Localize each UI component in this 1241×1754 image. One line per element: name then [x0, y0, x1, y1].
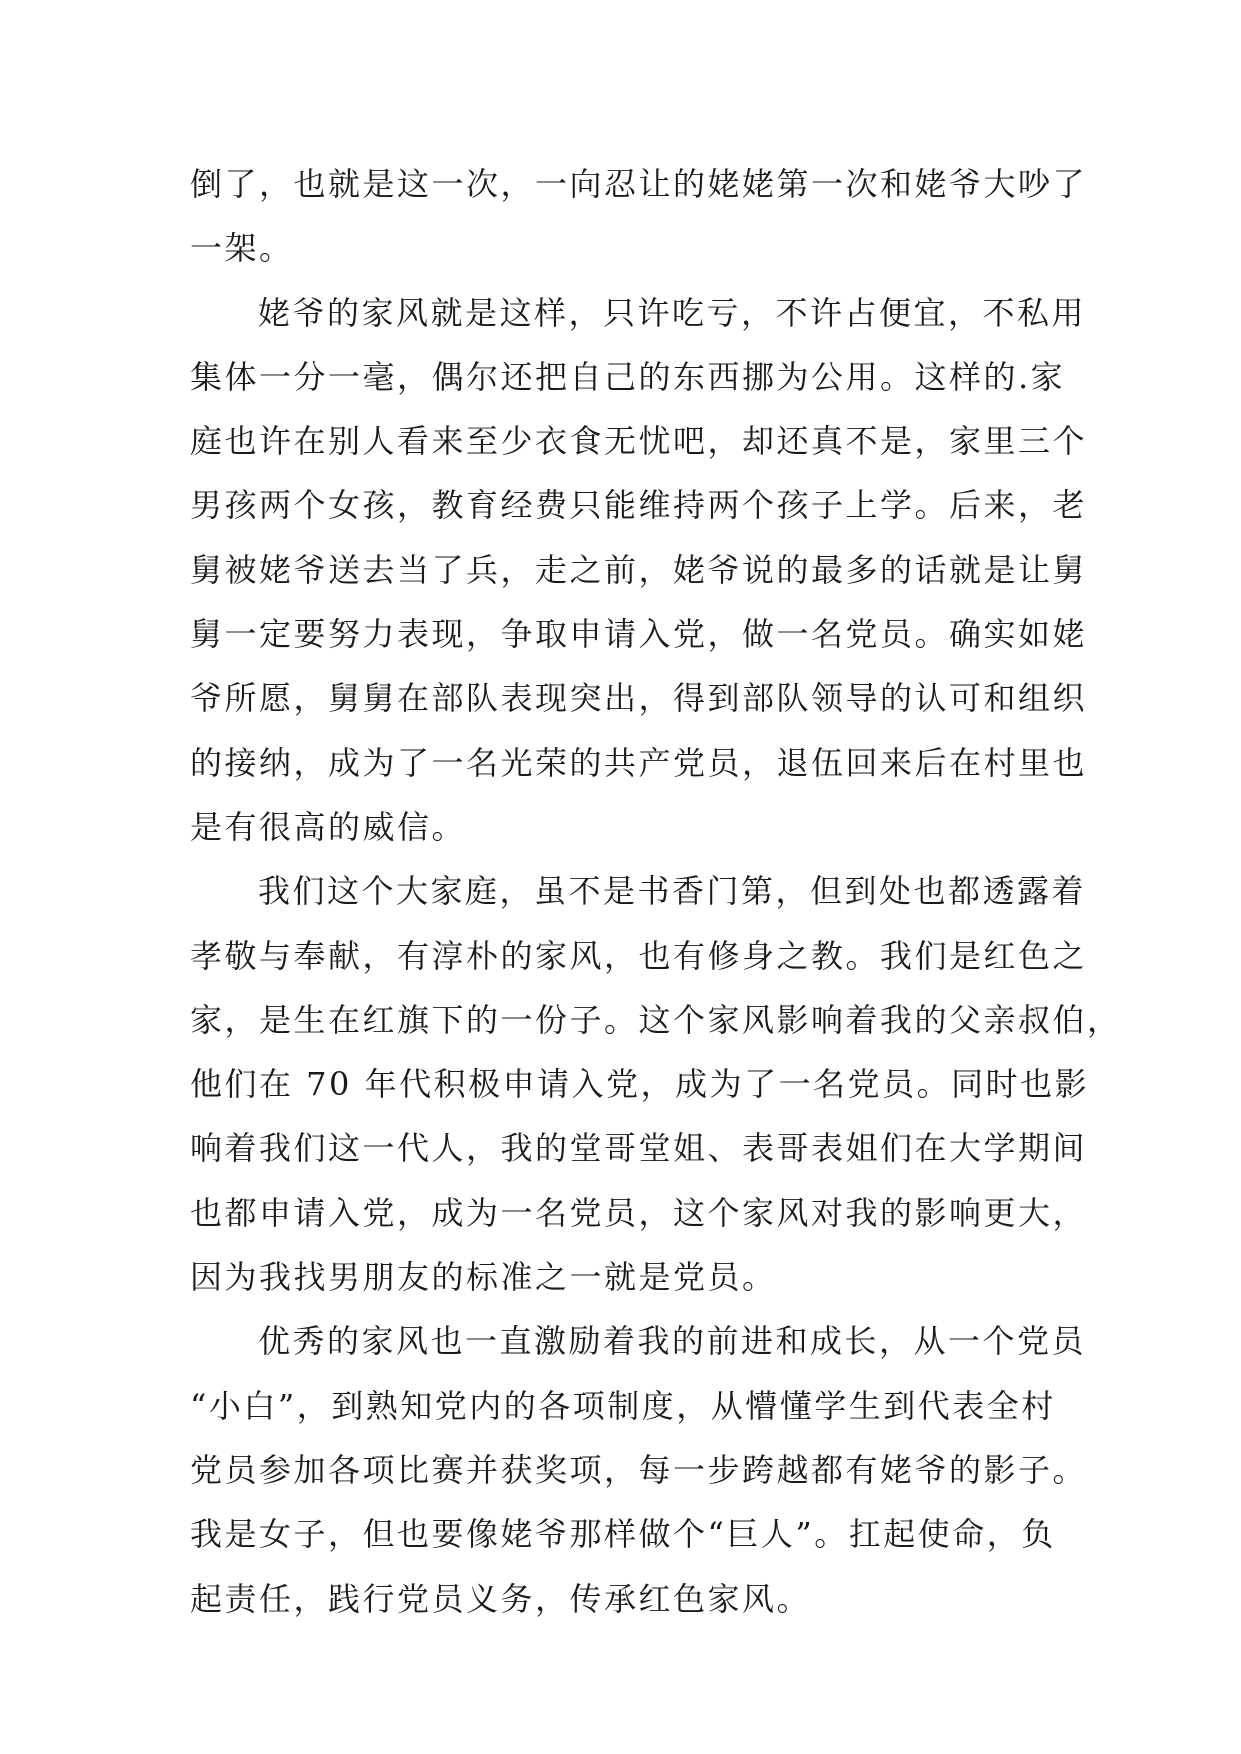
text-line: 党员参加各项比赛并获奖项，每一步跨越都有姥爷的影子。: [190, 1450, 1088, 1489]
text-line: 孝敬与奉献，有淳朴的家风，也有修身之教。我们是红色之: [190, 936, 1088, 975]
paragraph: [190, 281, 1088, 860]
text-line: 舅被姥爷送去当了兵，走之前，姥爷说的最多的话就是让舅: [190, 550, 1088, 589]
text-line: 舅一定要努力表现，争取申请入党，做一名党员。确实如姥: [190, 615, 1088, 654]
paragraph: [190, 859, 1122, 1309]
text-line: 家，是生在红旗下的一份子。这个家风影响着我的父亲叔伯，: [190, 1000, 1122, 1039]
text-line: 响着我们这一代人，我的堂哥堂姐、表哥表姐们在大学期间: [190, 1129, 1088, 1168]
text-line: 姥爷的家风就是这样，只许吃亏，不许占便宜，不私用: [258, 293, 1087, 332]
text-line: 优秀的家风也一直激励着我的前进和成长，从一个党员: [258, 1322, 1087, 1361]
text-line: 男孩两个女孩，教育经费只能维持两个孩子上学。后来，老: [190, 486, 1088, 525]
text-line: 爷所愿，舅舅在部队表现突出，得到部队领导的认可和组织: [190, 679, 1088, 718]
text-line: 他们在 70 年代积极申请入党，成为了一名党员。同时也影: [190, 1065, 1090, 1104]
text-line: 倒了，也就是这一次，一向忍让的姥姥第一次和姥爷大吵了: [190, 165, 1088, 203]
document-body: [190, 152, 1122, 1631]
text-line: 我们这个大家庭，虽不是书香门第，但到处也都透露着: [258, 872, 1087, 911]
text-line: 我是女子，但也要像姥爷那样做个“巨人”。扛起使命，负: [190, 1515, 1056, 1554]
text-line: 是有很高的威信。: [190, 807, 467, 846]
paragraph: [190, 152, 1088, 281]
text-line: 庭也许在别人看来至少衣食无忧吧，却还真不是，家里三个: [190, 422, 1088, 461]
text-line: 一架。: [190, 229, 294, 268]
text-line: 因为我找男朋友的标准之一就是党员。: [190, 1258, 777, 1297]
text-line: 起责任，践行党员义务，传承红色家风。: [190, 1579, 812, 1618]
text-line: 的接纳，成为了一名光荣的共产党员，退伍回来后在村里也: [190, 743, 1088, 782]
paragraph: [190, 1309, 1088, 1630]
text-line: 也都申请入党，成为一名党员，这个家风对我的影响更大，: [190, 1193, 1088, 1232]
text-line: “小白”，到熟知党内的各项制度，从懵懂学生到代表全村: [190, 1386, 1056, 1425]
text-line: 集体一分一毫，偶尔还把自己的东西挪为公用。这样的.家: [190, 357, 1066, 396]
